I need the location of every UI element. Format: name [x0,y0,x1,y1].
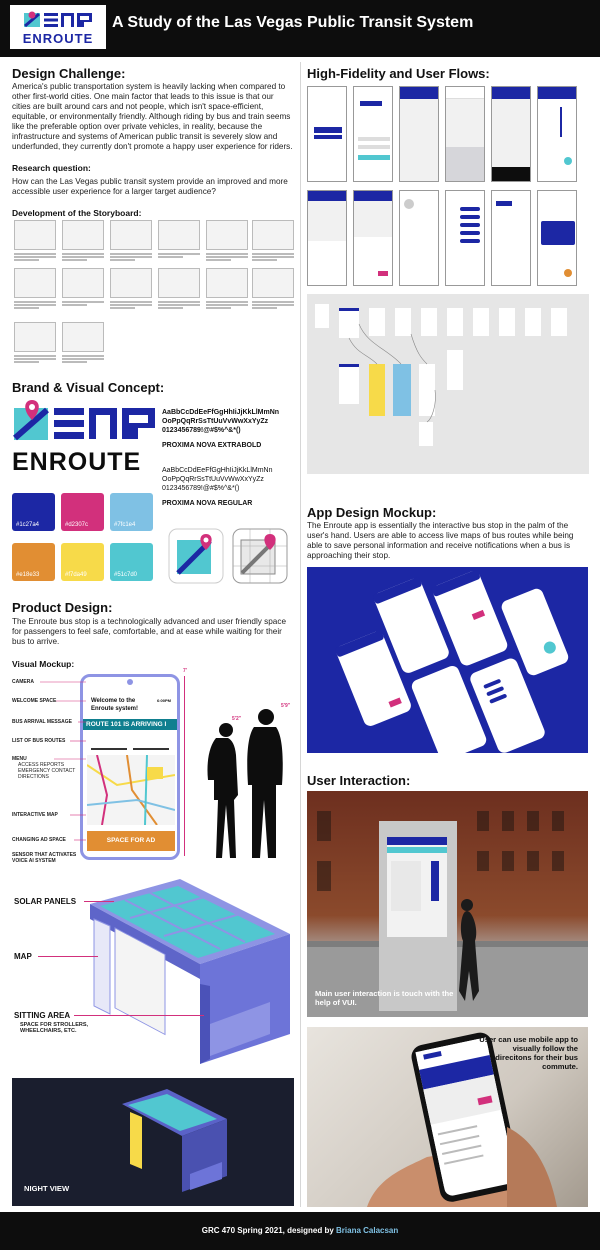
storyboard-frame [158,220,200,250]
storyboard [14,220,294,370]
screen-search [445,86,485,182]
type2-name: PROXIMA NOVA REGULAR [162,500,253,507]
screen-options [445,190,485,286]
label-map: MAP [14,952,32,961]
product-body: The Enroute bus stop is a technologically advanced and user friendly space for passengers to feel safe, comfortable, and at ease while waiting for their bus to arrive. [12,617,286,646]
brand-wordmark: ENROUTE [12,448,142,476]
screen-menu [399,190,439,286]
brand-heading: Brand & Visual Concept: [12,380,165,395]
storyboard-frame [206,268,248,298]
color-swatch: #7fc1e4 [110,493,153,531]
user-flow-diagram [307,294,589,474]
enroute-logo [10,5,106,49]
leader-sitting [74,1015,204,1016]
person2-height: 5'9" [281,703,291,709]
storyboard-frame [110,268,152,298]
screen-map [399,86,439,182]
arrival-banner: ROUTE 101 IS ARRIVING I [83,719,177,730]
brand-logo [12,398,157,478]
camera-dot [127,679,133,685]
bus-shelter-illustration [70,874,295,1064]
screen-directions [537,86,577,182]
app-heading: App Design Mockup: [307,505,437,520]
screen-pass [491,190,531,286]
type1-name: PROXIMA NOVA EXTRABOLD [162,442,262,449]
research-body: How can the Las Vegas public transit system provide an improved and more accessible user experience for a larger target audience? [12,177,288,196]
storyboard-frame [252,268,294,298]
storyboard-frame [14,268,56,298]
app-mockup-panel [307,567,588,753]
storyboard-frame [110,220,152,250]
phone-hand-photo [307,1027,588,1207]
label-menu-items: ACCESS REPORTS EMERGENCY CONTACT DIRECTIONS [18,762,76,780]
storyboard-frame [62,220,104,250]
leader-map [38,956,98,957]
label-sitting: SITTING AREA [14,1011,71,1020]
logo-mark-icon [12,398,157,444]
label-welcome: WELCOME SPACE [12,698,57,704]
logo-wordmark: ENROUTE [22,31,94,46]
page-title: A Study of the Las Vegas Public Transit System [112,14,474,31]
screen-route [491,86,531,182]
storyboard-frame [252,220,294,250]
interactive-map [87,755,175,825]
storyboard-heading: Development of the Storyboard: [12,208,142,218]
night-view-panel [12,1078,294,1206]
storyboard-frame [62,322,104,352]
interaction-heading: User Interaction: [307,773,411,788]
kiosk-mockup [80,674,180,860]
column-divider [300,62,301,1207]
interaction-caption-1: Main user interaction is touch with the help of VUI. [315,989,454,1007]
hifi-screens [307,86,589,286]
screen-welcome: Welcome to the Enroute system! [91,698,139,712]
ad-space: SPACE FOR AD [87,831,175,851]
height-dim: 7' [183,668,187,674]
storyboard-frame [14,220,56,250]
color-swatch: #f7da49 [61,543,104,581]
label-menu: MENU [12,756,27,762]
color-swatch: #51c7d0 [110,543,153,581]
app-body: The Enroute app is essentially the interactive bus stop in the palm of the user's hand. Users are able to access live maps of bus routes while being able to save personal information and receive notifications when a bus is approaching their stop. [307,521,574,560]
people-silhouettes [188,700,298,860]
design-challenge-body: America's public transportation system is heavily lacking when compared to other first-world cities. One main factor that leads to this issue is that our cities are built around cars and not people, which isn't space-efficient, equitable, or environmentally friendly. Although riding by bus and train seems like the preferable option over private vehicles, in reality, because the infrastructure and systems of American public transit is severely slow and underfunded, they currently don't promote a happy user experience for riders. [12,82,293,151]
page-footer [0,1212,600,1250]
screen-welcome [353,86,393,182]
color-swatch: #1c27a4 [12,493,55,531]
height-line [184,676,185,856]
storyboard-frame [14,322,56,352]
flows-heading: High-Fidelity and User Flows: [307,66,490,81]
color-swatch: #e18e33 [12,543,55,581]
visual-mockup-heading: Visual Mockup: [12,659,75,669]
storyboard-frame [158,268,200,298]
screen-card [537,190,577,286]
night-shelter [112,1084,232,1194]
label-map: INTERACTIVE MAP [12,812,58,818]
page-header [0,0,600,57]
research-heading: Research question: [12,163,91,173]
design-challenge-heading: Design Challenge: [12,66,126,81]
label-camera: CAMERA [12,679,34,685]
screen-time: 6:00PM [156,698,171,703]
label-sensor: SENSOR THAT ACTIVATES VOICE AI SYSTEM [12,852,77,864]
color-swatch: #d2307c [61,493,104,531]
logo-mark-icon [24,11,94,29]
person1-height: 5'2" [232,716,242,722]
app-icon-grid [232,528,288,584]
product-heading: Product Design: [12,600,113,615]
label-solar: SOLAR PANELS [14,897,77,906]
author-name: Briana Calacsan [336,1226,399,1235]
screen-map-2 [307,190,347,286]
phones-cluster [307,567,588,753]
type2-specimen: AaBbCcDdEeFfGgHhIiJjKkLlMmNn OoPpQqRrSsTtUuVvWwXxYyZz 0123456789!@#$%^&*() [162,467,273,492]
app-icon [168,528,224,584]
storyboard-frame [62,268,104,298]
footer-credit: GRC 470 Spring 2021, designed by Briana Calacsan [201,1226,399,1235]
night-view-label: NIGHT VIEW [24,1184,70,1193]
interaction-caption-2: User can use mobile app to visually follow the direcitons for their bus commute. [479,1035,578,1071]
label-routes: LIST OF BUS ROUTES [12,738,66,744]
screen-route-list [353,190,393,286]
street-photo [307,791,588,1017]
screen-splash [307,86,347,182]
label-ad: CHANGING AD SPACE [12,837,66,843]
label-arrival: BUS ARRIVAL MESSAGE [12,719,72,725]
storyboard-frame [206,220,248,250]
label-leaders [40,680,88,860]
label-sitting-sub: SPACE FOR STROLLERS, WHEELCHAIRS, ETC. [20,1022,89,1034]
leader-solar [84,901,114,902]
type1-specimen: AaBbCcDdEeFfGgHhIiJjKkLlMmNn OoPpQqRrSsTtUuVvWwXxYyZz 0123456789!@#$%^&*() [162,409,280,434]
